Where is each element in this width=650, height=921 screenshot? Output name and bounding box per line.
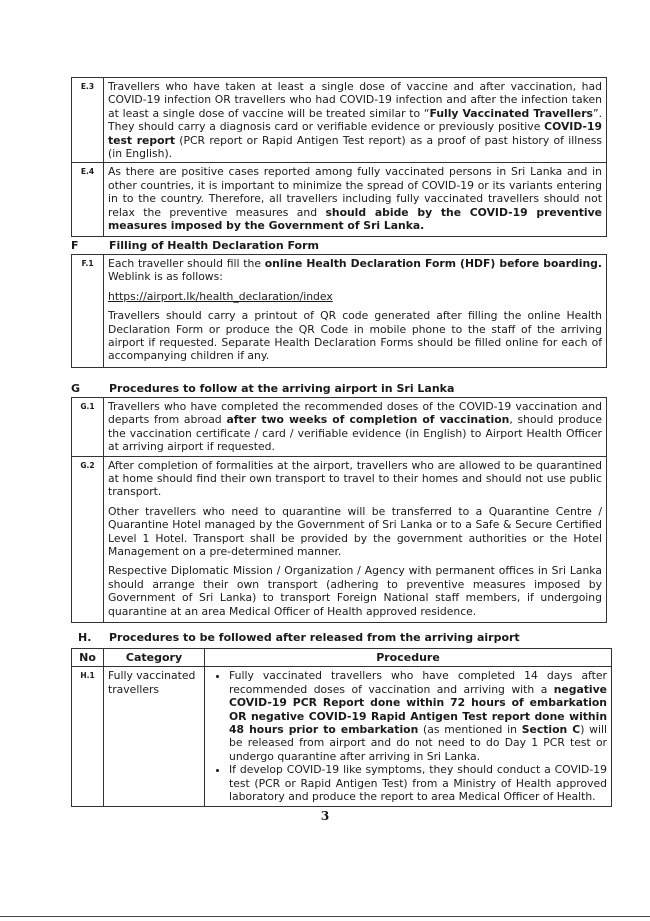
row-category: Fully vaccinated travellers [104,667,205,807]
section-h-table [71,648,612,807]
row-text: After completion of formalities at the airport, travellers who are allowed to be quarantined at home should find their own transport to travel to their homes and should not use public transport. Other travellers who need to quarantine will be transferred to a Quarantine Centre / Quarantine Hotel managed by the Government of Sri Lanka or to a Safe & Secure Certified Level 1 Hotel. Transport shall be provided by the government authorities or the Hotel Management on a pre-determined manner. Respective Diplomatic Mission / Organization / Agency with permanent offices in Sri Lanka should arrange their own transport (adhering to preventive measures imposed by Government of Sri Lanka) to transport Foreign National staff members, if undergoing quarantine at an area Medical Officer of Health approved residence. [104,456,607,622]
row-procedure [205,667,612,807]
row-id: F.1 [72,255,104,368]
row-id: G.2 [72,456,104,622]
section-e-table [71,77,607,237]
table-header-row [72,649,612,667]
section-f-table [71,254,607,368]
table-row [72,163,607,237]
section-f-heading: F Filling of Health Declaration Form [71,239,319,252]
row-text: As there are positive cases reported among fully vaccinated persons in Sri Lanka and in other countries, it is important to minimize the spread of COVID-19 or its variants entering in to the country. Therefore, all travellers including fully vaccinated travellers should not relax the preventive measures and should abide by the COVID-19 preventive measures imposed by the Government of Sri Lanka. [104,163,607,237]
list-item: • If develop COVID-19 like symptoms, they should conduct a COVID-19 test (PCR or Rapid Antigen Test) from a Ministry of Health approved laboratory and produce the report to area Medical Officer of Health. [229,763,607,803]
column-header-no: No [72,649,104,667]
row-id: E.4 [72,163,104,237]
column-header-procedure: Procedure [205,649,612,667]
table-row [72,398,607,457]
row-id: H.1 [72,667,104,807]
section-h-heading: H. Procedures to be followed after released from the arriving airport [78,631,520,644]
footer-divider [0,916,650,917]
page-number: 3 [320,809,330,823]
row-id: E.3 [72,78,104,163]
table-row [72,78,607,163]
row-id: G.1 [72,398,104,457]
table-row [72,255,607,368]
row-text: Travellers who have completed the recommended doses of the COVID-19 vaccination and departs from abroad after two weeks of completion of vaccination, should produce the vaccination certificate / card / verifiable evidence (in English) to Airport Health Officer at arriving airport if requested. [104,398,607,457]
column-header-category: Category [104,649,205,667]
hdf-weblink[interactable]: https://airport.lk/health_declaration/index [108,289,333,303]
section-g-table [71,397,607,623]
row-text: Each traveller should fill the online Health Declaration Form (HDF) before boarding. Weblink is as follows: https://airport.lk/health_declaration/index Travellers should carry a printout of QR code generated after filling the online Health Declaration Form or produce the QR Code in mobile phone to the staff of the arriving airport if requested. Separate Health Declaration Forms should be filled online for each of accompanying children if any. [104,255,607,368]
table-row [72,667,612,807]
section-g-heading: G Procedures to follow at the arriving airport in Sri Lanka [71,382,455,395]
table-row [72,456,607,622]
list-item: • Fully vaccinated travellers who have completed 14 days after recommended doses of vaccination and arriving with a negative COVID-19 PCR Report done within 72 hours of embarkation OR negative COVID-19 Rapid Antigen Test report done within 48 hours prior to embarkation (as mentioned in Section C) will be released from airport and do not need to do Day 1 PCR test or undergo quarantine after arriving in Sri Lanka. [229,669,607,763]
procedure-list [209,669,607,803]
row-text: Travellers who have taken at least a single dose of vaccine and after vaccination, had COVID-19 infection OR travellers who had COVID-19 infection and after the infection taken at least a single dose of vaccine will be treated similar to “Fully Vaccinated Travellers”. They should carry a diagnosis card or verifiable evidence or previously positive COVID-19 test report (PCR report or Rapid Antigen Test report) as a proof of past history of illness (in English). [104,78,607,163]
